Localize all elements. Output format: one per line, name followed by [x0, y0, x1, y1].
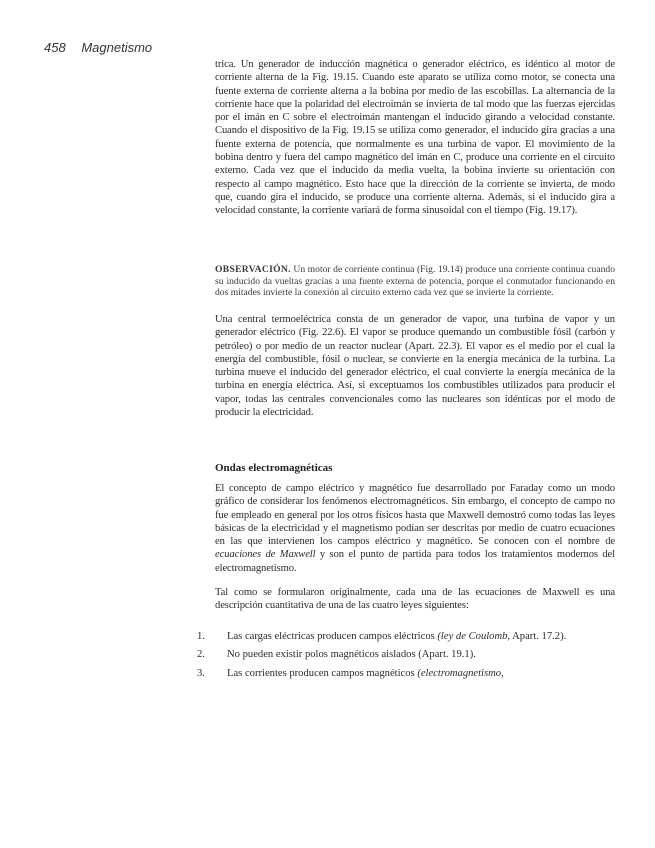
maxwell-equations-term: ecuaciones de Maxwell	[215, 549, 316, 561]
list-item-emphasis: (electromagnetismo,	[417, 667, 504, 679]
list-item-text	[227, 667, 615, 680]
list-item-number: 3.	[197, 667, 205, 679]
list-item-text	[227, 630, 615, 643]
maxwell-text-start: El concepto de campo eléctrico y magnético fue desarrollado por Faraday como un modo gráfico de considerar los fenómenos electromagnéticos. Sin embargo, el concepto de campo no fue empleado en general por los otros físicos hasta que Maxwell demostró como todas las leyes básicas de la electricidad y el magnetismo podían ser descritas por medio de cuatro ecuaciones en las que intervienen los campos eléctrico y magnético. Se conocen con el nombre de	[215, 483, 615, 548]
paragraph-laws-intro: Tal como se formularon originalmente, cada una de las ecuaciones de Maxwell es una descripción cuantitativa de una de las cuatro leyes siguientes:	[215, 587, 615, 612]
observation-note	[215, 264, 615, 299]
list-item	[197, 667, 615, 680]
section-heading: Ondas electromagnéticas	[215, 462, 333, 474]
running-title: Magnetismo	[81, 40, 153, 55]
maxwell-text-end: y son el punto de partida para todos los tratamientos modernos del electromagnetismo.	[215, 549, 615, 574]
list-item-body: Las corrientes producen campos magnéticos	[227, 667, 418, 679]
list-item	[197, 630, 615, 643]
page-number: 458	[44, 40, 66, 55]
list-item-tail: Apart. 17.2).	[510, 631, 567, 642]
list-item-emphasis: (ley de Coulomb,	[437, 631, 511, 642]
paragraph-generator: trica. Un generador de inducción magnética o generador eléctrico, es idéntico al motor de corriente alterna de la Fig. 19.15. Cuando este aparato se utiliza como motor, se conecta una fuente externa de corriente alterna a la bobina por medio de las escobillas. La alternancia de la corriente hace que la polaridad del electroimán se invierta de tal modo que las fuerzas ejercidas por el imán en C sobre el electroimán mantengan el inducido girando a velocidad constante. Cuando el dispositivo de la Fig. 19.15 se utiliza como generador, el inducido gira gracias a una fuente externa de potencia, que normalmente es una turbina de vapor. El movimiento de la bobina dentro y fuera del campo magnético del imán en C, produce una corriente en el circuito externo. Cada vez que el inducido da media vuelta, la bobina invierte su orientación con respecto al campo magnético. Esto hace que la dirección de la corriente se invierta, de modo que, cuando gira el inducido, se produce una corriente alterna. Además, si el inducido gira a velocidad constante, la corriente variará de forma sinusoidal con el tiempo (Fig. 19.17).	[215, 59, 615, 217]
list-item	[197, 648, 615, 661]
list-item-number: 2.	[197, 649, 205, 661]
paragraph-maxwell	[215, 482, 615, 575]
observation-text: Un motor de corriente continua (Fig. 19.14) produce una corriente continua cuando su inducido da vueltas gracias a una fuente externa de potencia, porque el conmutador funcionando en dos mitades invierte la conexión al circuito externo cada vez que se invierte la corriente.	[215, 264, 615, 299]
list-item-body: No pueden existir polos magnéticos aislados (Apart. 19.1).	[227, 649, 476, 661]
list-item-text	[227, 648, 615, 661]
running-head	[44, 40, 152, 55]
observation-label: OBSERVACIÓN.	[215, 264, 291, 275]
paragraph-power-plant: Una central termoeléctrica consta de un generador de vapor, una turbina de vapor y un generador eléctrico (Fig. 22.6). El vapor se produce quemando un combustible fósil (carbón y petróleo) o por medio de un reactor nuclear (Apart. 22.3). El vapor es el medio por el cual la energía del combustible, fósil o nuclear, se convierte en la energía mecánica de la turbina. La turbina mueve el inducido del generador eléctrico, el cual convierte la energía mecánica de la turbina en energía eléctrica. Así, si exceptuamos los combustibles utilizados para producir el vapor, todas las centrales convencionales como las nucleares son idénticas por el modo de producir la electricidad.	[215, 314, 615, 419]
list-item-number: 1.	[197, 631, 205, 642]
list-item-body: Las cargas eléctricas producen campos eléctricos	[227, 631, 438, 642]
laws-list	[197, 630, 615, 685]
